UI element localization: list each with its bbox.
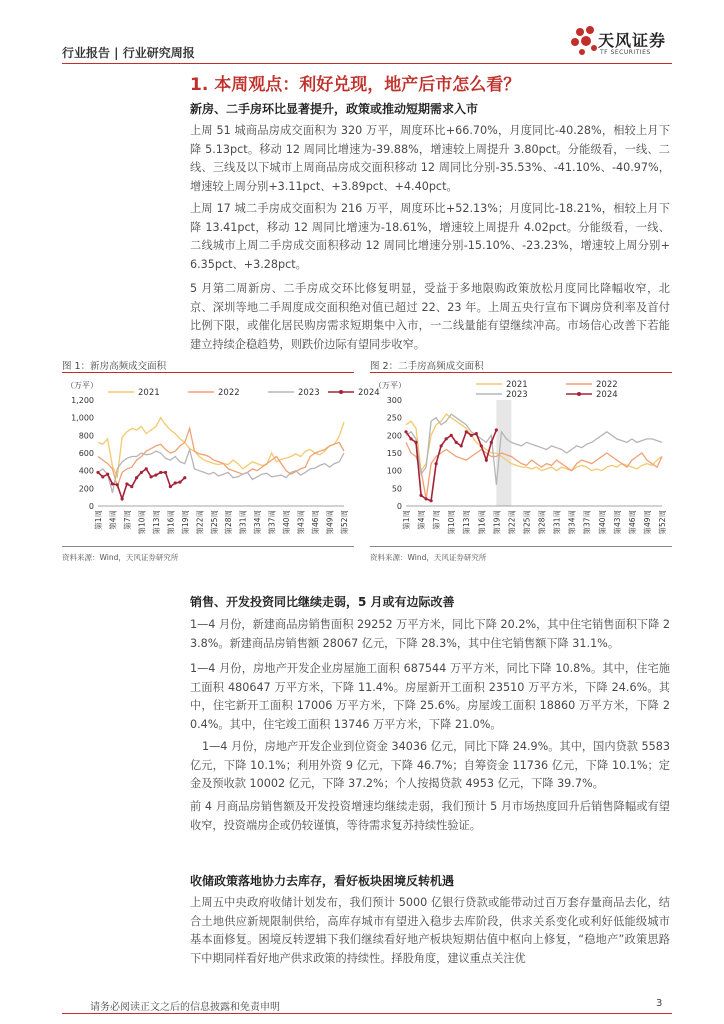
y-tick-label: 1,000 [71, 413, 94, 423]
point-2024 [485, 458, 488, 461]
series-line-2021 [98, 418, 344, 477]
header-divider [62, 63, 672, 64]
paragraph-5: 1—4 月份，房地产开发企业房屋施工面积 687544 万平方米，同比下降 10.8%。其中，住宅施工面积 480647 万平方米，下降 11.4%。房屋新开工面积 23510 万平方米，下降 24.6%。其中，住宅新开工面积 17006 万平方米，下降 25.6%。房屋竣工面积 18860 万平方米，下降 20.4%。其中，住宅竣工面积 13746 万平方米，下降 21.0%。 [190, 662, 670, 731]
x-tick-label: 第40周 [282, 510, 292, 535]
footer-divider [62, 1013, 672, 1014]
legend-marker [339, 390, 343, 394]
y-tick-label: 600 [78, 449, 94, 458]
x-tick-label: 第4周 [417, 510, 427, 530]
point-2024 [419, 494, 422, 497]
paragraph-6: 1—4 月份，房地产开发企业到位资金 34036 亿元，同比下降 24.9%。其中，国内贷款 5583 亿元，下降 10.1%；利用外资 9 亿元，下降 46.7%；自筹资金 11736 亿元，下降 10.1%；定金及预收款 10002 亿元，下降 37.2%；个人按揭贷款 4953 亿元，下降 39.7%。 [190, 740, 670, 790]
paragraph-4: 1—4 月份，新建商品房销售面积 29252 万平方米，同比下降 20.2%，其中住宅销售面积下降 23.8%。新建商品房销售额 28067 亿元，下降 28.3%，其中住宅销售额下降 31.1%。 [190, 618, 670, 650]
x-tick-label: 第52周 [658, 510, 667, 535]
x-tick-label: 第31周 [552, 510, 562, 535]
point-2024 [106, 473, 109, 476]
point-2024 [135, 476, 138, 479]
legend-label: 2021 [138, 388, 160, 398]
x-tick-label: 第34周 [567, 510, 577, 535]
paragraph-8: 上周五中央政府收储计划发布，我们预计 5000 亿银行贷款或能带动过百万套存量商品去化，结合土地供应新规限制供给，高库存城市有望进入稳步去库阶段，供求关系变化或利好低能级城市基本面修复。困境反转逻辑下我们继续看好地产板块短期估值中枢向上修复，“稳地产”政策思路下中期同样看好地产供求政策的持续性。择股角度，建议重点关注优 [190, 896, 670, 965]
point-2024 [174, 481, 177, 484]
point-2024 [169, 485, 172, 488]
report-type: 行业报告 | 行业研究周报 [62, 46, 195, 60]
x-tick-label: 第49周 [642, 510, 652, 535]
point-2024 [440, 444, 443, 447]
legend-item-2022 [188, 388, 240, 398]
legend-label: 2023 [506, 390, 528, 400]
point-2024 [149, 475, 152, 478]
paragraph-2: 上周 17 城二手房成交面积为 216 万平，周度环比+52.13%；月度同比-18.21%，相较上月下降 13.41pct，移动 12 周同比增速为-18.61%，增速较上周提升 4.02pct。分能级看，一线、二线城市上周二手房成交面积移动 12 周同比增速分别-15.10%、-23.23%，增速较上周分别+6.35pct、+3.28pct。 [190, 202, 670, 271]
point-2024 [101, 475, 104, 478]
point-2024 [490, 441, 493, 444]
point-2024 [154, 473, 157, 476]
x-tick-label: 第25周 [209, 510, 219, 535]
y-tick-label: 0 [396, 502, 402, 511]
x-tick-label: 第22周 [195, 510, 205, 535]
point-2024 [495, 428, 498, 431]
y-tick-label: 200 [78, 484, 94, 494]
x-tick-label: 第7周 [122, 510, 132, 530]
point-2024 [435, 462, 438, 465]
x-tick-label: 第25周 [522, 510, 532, 535]
x-tick-label: 第31周 [238, 510, 248, 535]
point-2024 [404, 430, 407, 433]
point-2024 [183, 476, 186, 479]
y-axis-label: （万平） [66, 381, 98, 390]
point-2024 [450, 434, 453, 437]
figure-2-title: 图 2：二手房高频成交面积 [370, 361, 484, 372]
legend-item-2023 [268, 388, 320, 398]
point-2024 [424, 497, 427, 500]
x-tick-label: 第46周 [627, 510, 637, 535]
y-axis-label: （万平） [374, 381, 406, 390]
x-tick-label: 第16周 [477, 510, 487, 535]
figure-1-source: 资料来源：Wind，天风证券研究所 [62, 553, 179, 562]
x-tick-label: 第37周 [267, 510, 277, 535]
y-tick-label: 300 [386, 396, 402, 405]
subheading-2: 销售、开发投资同比继续走弱，5 月或有边际改善 [190, 595, 455, 609]
figure-2-rule [370, 372, 672, 373]
point-2024 [145, 467, 148, 470]
figure-1-rule [62, 372, 354, 373]
legend-item-2024 [566, 390, 618, 400]
point-2024 [140, 471, 143, 474]
x-tick-label: 第40周 [597, 510, 607, 535]
point-2024 [111, 482, 114, 485]
legend-item-2021 [476, 380, 528, 390]
x-tick-label: 第52周 [340, 510, 349, 535]
x-tick-label: 第10周 [447, 510, 457, 535]
x-tick-label: 第28周 [224, 510, 234, 535]
point-2024 [480, 444, 483, 447]
x-tick-label: 第16周 [166, 510, 176, 535]
point-2024 [96, 471, 99, 474]
footer-disclaimer: 请务必阅读正文之后的信息披露和免责申明 [90, 1002, 280, 1013]
x-tick-label: 第19周 [492, 510, 502, 535]
point-2024 [159, 471, 162, 474]
series-line-2022 [406, 442, 662, 499]
subheading-1: 新房、二手房环比显著提升，政策或推动短期需求入市 [190, 102, 479, 116]
point-2024 [465, 430, 468, 433]
chart-second-hand-sales [370, 376, 672, 546]
series-line-2022 [98, 428, 344, 486]
y-tick-label: 1,200 [71, 396, 94, 405]
legend-label: 2023 [298, 388, 320, 398]
page-number: 3 [656, 998, 663, 1009]
point-2024 [116, 483, 119, 486]
section-title: 1. 本周观点：利好兑现，地产后市怎么看？ [190, 75, 521, 95]
x-tick-label: 第22周 [507, 510, 517, 535]
legend-item-2023 [476, 390, 528, 400]
point-2024 [445, 437, 448, 440]
figure-2-source: 资料来源：Wind，天风证券研究所 [370, 553, 487, 562]
brand-name: 天风证券 [598, 31, 667, 50]
x-tick-label: 第13周 [151, 510, 161, 535]
legend-label: 2021 [506, 380, 528, 390]
point-2024 [470, 434, 473, 437]
point-2024 [475, 432, 478, 435]
series-line-2023 [98, 450, 344, 493]
figure-1-title: 图 1：新房高频成交面积 [62, 361, 167, 372]
subheading-3: 收储政策落地协力去库存，看好板块困境反转机遇 [190, 874, 455, 888]
y-tick-label: 150 [386, 449, 402, 458]
legend-marker [577, 392, 581, 396]
x-tick-label: 第4周 [108, 510, 118, 530]
point-2024 [414, 441, 417, 444]
y-tick-label: 250 [386, 413, 402, 423]
x-tick-label: 第49周 [325, 510, 335, 535]
figure-1-bottom-rule [62, 546, 354, 547]
paragraph-3: 5 月第二周新房、二手房成交环比修复明显，受益于多地限购政策放松月度同比降幅收窄，北京、深圳等地二手周度成交面积绝对值已超过 22、23 年。上周五央行宣布下调房贷利率及首付比例下限，或催化居民购房需求短期集中入市，一二线量能有望继续冲高。市场信心改善下若能建立持续企稳趋势，则跌价边际有望同步收窄。 [190, 282, 670, 351]
legend-label: 2022 [596, 380, 618, 390]
x-tick-label: 第34周 [253, 510, 263, 535]
figure-2-bottom-rule [370, 546, 672, 547]
x-tick-label: 第19周 [180, 510, 190, 535]
paragraph-1: 上周 51 城商品房成交面积为 320 万平，周度环比+66.70%，月度同比-40.28%，相较上月下降 5.13pct。移动 12 周同比增速为-39.88%，增速较上周提升 3.80pct。分能级看，一线、二线、三线及以下城市上周商品房成交面积移动 12 周同比分别-35.53%、-41.10%、-40.97%，增速较上周分别+3.11pct、+3.89pct、+4.40pct。 [190, 124, 670, 193]
legend-item-2021 [108, 388, 160, 398]
x-tick-label: 第1周 [94, 510, 103, 530]
paragraph-7: 前 4 月商品房销售额及开发投资增速均继续走弱，我们预计 5 月市场热度回升后销售降幅或有望收窄，投资端房企或仍较谨慎，等待需求复苏持续性验证。 [190, 800, 670, 832]
x-tick-label: 第7周 [432, 510, 442, 530]
y-tick-label: 200 [386, 431, 402, 441]
x-tick-label: 第28周 [537, 510, 547, 535]
point-2024 [460, 444, 463, 447]
x-tick-label: 第46周 [311, 510, 321, 535]
point-2024 [125, 482, 128, 485]
legend-label: 2024 [596, 390, 618, 400]
x-tick-label: 第37周 [582, 510, 592, 535]
point-2024 [429, 499, 432, 502]
y-tick-label: 0 [88, 502, 94, 511]
x-tick-label: 第10周 [137, 510, 147, 535]
y-tick-label: 100 [386, 466, 402, 476]
x-tick-label: 第43周 [612, 510, 622, 535]
point-2024 [178, 481, 181, 484]
point-2024 [130, 485, 133, 488]
shaded-period [496, 400, 511, 506]
y-tick-label: 800 [78, 431, 94, 441]
legend-label: 2024 [358, 388, 380, 398]
chart-new-home-sales [62, 376, 380, 546]
point-2024 [409, 437, 412, 440]
point-2024 [164, 471, 167, 474]
y-tick-label: 400 [78, 466, 94, 476]
x-tick-label: 第1周 [402, 510, 411, 530]
point-2024 [121, 497, 124, 500]
logo-mark [571, 26, 597, 55]
brand-en: TF SECURITIES [600, 49, 651, 56]
legend-item-2022 [566, 380, 618, 390]
legend-label: 2022 [218, 388, 240, 398]
y-tick-label: 50 [391, 484, 402, 494]
x-tick-label: 第43周 [296, 510, 306, 535]
point-2024 [455, 441, 458, 444]
x-tick-label: 第13周 [462, 510, 472, 535]
series-line-2023 [406, 414, 662, 485]
